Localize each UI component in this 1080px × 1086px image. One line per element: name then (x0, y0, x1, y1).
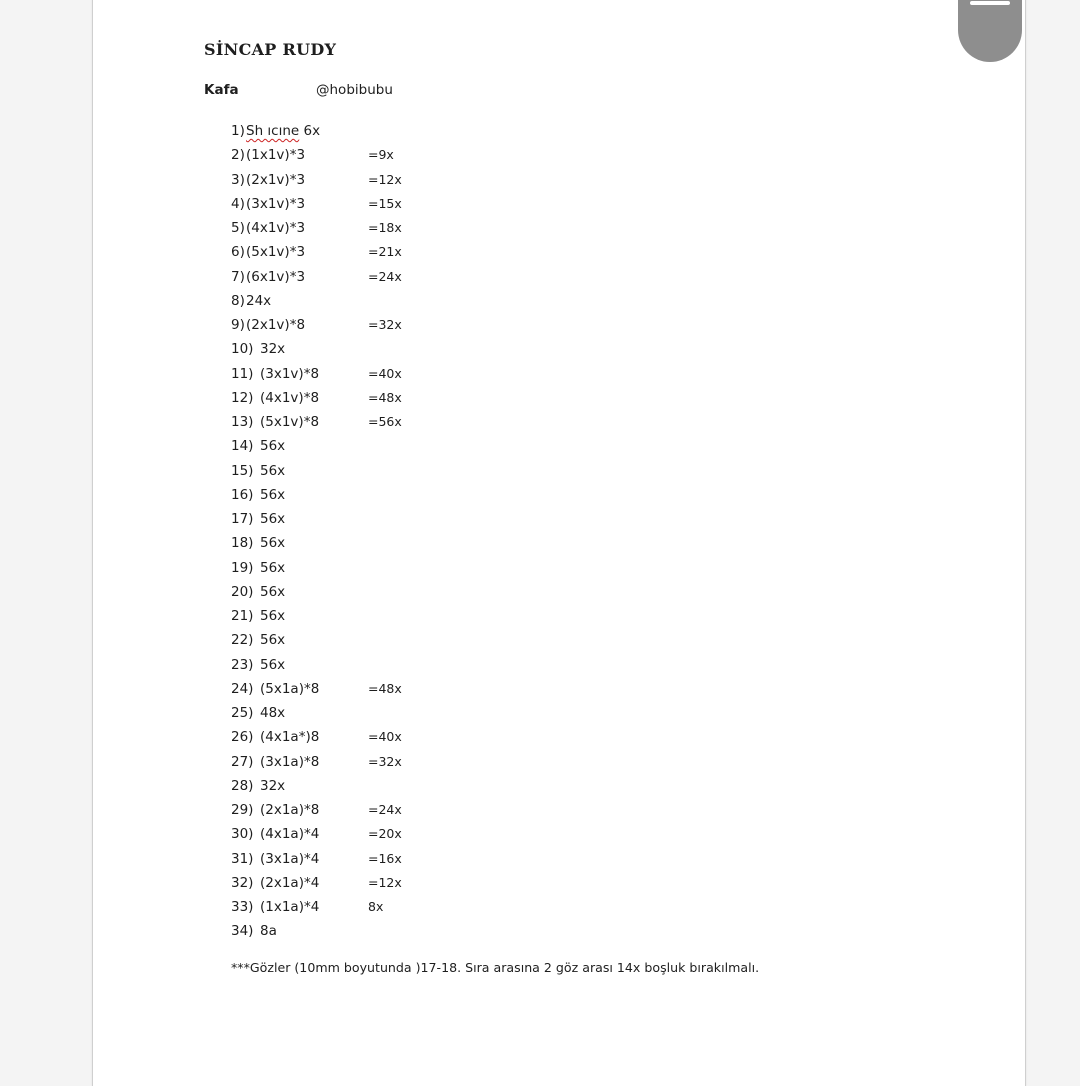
author-handle: @hobibubu (316, 82, 393, 98)
row-total: =12x (368, 874, 402, 890)
row-number: 28) (231, 777, 254, 794)
row-number: 22) (231, 632, 254, 649)
row-total: =32x (368, 317, 402, 332)
list-item (231, 240, 402, 264)
row-number: 31) (231, 850, 254, 867)
row-instruction: 56x (260, 511, 286, 527)
row-total: =48x (368, 680, 402, 696)
list-item (231, 725, 402, 749)
row-number: 26) (231, 729, 254, 746)
row-instruction: (3x1v)*8 (260, 365, 320, 382)
row-total: 8x (368, 899, 384, 914)
row-instruction: (4x1a)*4 (260, 826, 320, 843)
row-number: 12) (231, 389, 254, 406)
row-instruction: 56x (260, 535, 286, 552)
row-number: 7) (231, 268, 245, 285)
list-item (231, 386, 402, 410)
row-instruction: (2x1a)*8 (260, 802, 320, 818)
document-title: SİNCAP RUDY (204, 40, 337, 59)
list-item (231, 653, 286, 677)
eyes-note: ***Gözler (10mm boyutunda )17-18. Sıra arasına 2 göz arası 14x boşluk bırakılmalı. (231, 960, 760, 975)
row-total: =18x (368, 220, 402, 235)
row-instruction: 56x (260, 462, 286, 479)
row-count: 6x (299, 123, 321, 139)
row-instruction: 56x (260, 438, 286, 455)
row-instruction: 56x (260, 559, 286, 576)
row-number: 24) (231, 680, 254, 697)
list-item (231, 337, 286, 361)
list-item (231, 774, 286, 798)
row-instruction: (5x1a)*8 (260, 680, 320, 697)
row-instruction: 32x (260, 777, 286, 794)
list-item (231, 119, 321, 143)
list-item (231, 362, 402, 386)
row-instruction: 32x (260, 341, 286, 358)
section-heading: Kafa (204, 82, 239, 98)
list-item (231, 434, 286, 458)
row-total: =56x (368, 414, 402, 429)
row-total: =24x (368, 268, 402, 284)
row-number: 3) (231, 171, 245, 188)
row-number: 10) (231, 341, 254, 358)
row-number: 21) (231, 608, 254, 624)
row-number: 20) (231, 583, 254, 600)
list-item (231, 265, 402, 289)
row-instruction: (1x1a)*4 (260, 899, 320, 915)
row-instruction: 56x (260, 608, 286, 624)
list-item (231, 580, 286, 604)
row-instruction (246, 119, 320, 143)
row-instruction: 56x (260, 656, 286, 673)
row-instruction: (2x1v)*3 (246, 171, 306, 188)
row-number: 27) (231, 753, 254, 770)
list-item (231, 750, 402, 774)
row-number: 6) (231, 244, 245, 261)
row-number: 4) (231, 195, 245, 212)
list-item (231, 556, 286, 580)
row-number: 19) (231, 559, 254, 576)
row-total: =21x (368, 244, 402, 260)
row-total: =20x (368, 826, 402, 842)
list-item (231, 919, 277, 943)
row-instruction: 8a (260, 923, 277, 940)
row-number: 34) (231, 923, 254, 940)
row-instruction: 48x (260, 705, 286, 721)
row-number: 5) (231, 220, 245, 236)
list-item (231, 459, 286, 483)
row-instruction: (4x1v)*3 (246, 220, 306, 236)
row-instruction: 56x (260, 486, 286, 503)
row-number: 16) (231, 486, 254, 503)
row-number: 9) (231, 317, 245, 333)
row-number: 13) (231, 414, 254, 430)
list-item (231, 531, 286, 555)
row-number: 1) (231, 123, 245, 139)
row-number: 23) (231, 656, 254, 673)
list-item (231, 143, 394, 167)
list-item (231, 895, 384, 919)
row-total: =48x (368, 389, 402, 405)
row-total: =12x (368, 171, 402, 187)
row-total: =9x (368, 147, 394, 163)
row-instruction: (5x1v)*3 (246, 244, 306, 261)
row-number: 8) (231, 292, 245, 309)
list-item (231, 483, 286, 507)
list-item (231, 628, 286, 652)
row-instruction: (3x1a)*4 (260, 850, 320, 867)
list-item (231, 871, 402, 895)
menu-handle-icon[interactable] (958, 0, 1022, 62)
row-number: 17) (231, 511, 254, 527)
row-number: 29) (231, 802, 254, 818)
row-number: 14) (231, 438, 254, 455)
row-number: 15) (231, 462, 254, 479)
row-total: =40x (368, 365, 402, 381)
row-number: 33) (231, 899, 254, 915)
list-item (231, 701, 286, 725)
row-instruction: 24x (246, 292, 272, 309)
list-item (231, 289, 272, 313)
row-instruction: (4x1v)*8 (260, 389, 320, 406)
row-number: 25) (231, 705, 254, 721)
row-number: 18) (231, 535, 254, 552)
row-number: 2) (231, 147, 245, 164)
list-item (231, 168, 402, 192)
list-item (231, 507, 286, 531)
pattern-rows (231, 119, 402, 944)
list-item (231, 410, 402, 434)
list-item (231, 847, 402, 871)
row-instruction: (3x1v)*3 (246, 195, 306, 212)
list-item (231, 216, 402, 240)
row-total: =32x (368, 753, 402, 769)
row-total: =16x (368, 850, 402, 866)
row-total: =15x (368, 195, 402, 211)
handle-bar (970, 1, 1010, 5)
row-instruction: 56x (260, 632, 286, 649)
spellcheck-word: Sh ıcıne (246, 123, 300, 139)
row-number: 32) (231, 874, 254, 891)
row-total: =40x (368, 729, 402, 745)
list-item (231, 677, 402, 701)
list-item (231, 604, 286, 628)
row-instruction: 56x (260, 583, 286, 600)
list-item (231, 192, 402, 216)
row-instruction: (4x1a*)8 (260, 729, 320, 746)
list-item (231, 798, 402, 822)
list-item (231, 313, 402, 337)
row-instruction: (6x1v)*3 (246, 268, 306, 285)
row-instruction: (5x1v)*8 (260, 414, 320, 430)
row-instruction: (2x1a)*4 (260, 874, 320, 891)
row-number: 30) (231, 826, 254, 843)
row-instruction: (1x1v)*3 (246, 147, 306, 164)
row-number: 11) (231, 365, 254, 382)
list-item (231, 822, 402, 846)
row-total: =24x (368, 802, 402, 817)
row-instruction: (2x1v)*8 (246, 317, 306, 333)
row-instruction: (3x1a)*8 (260, 753, 320, 770)
